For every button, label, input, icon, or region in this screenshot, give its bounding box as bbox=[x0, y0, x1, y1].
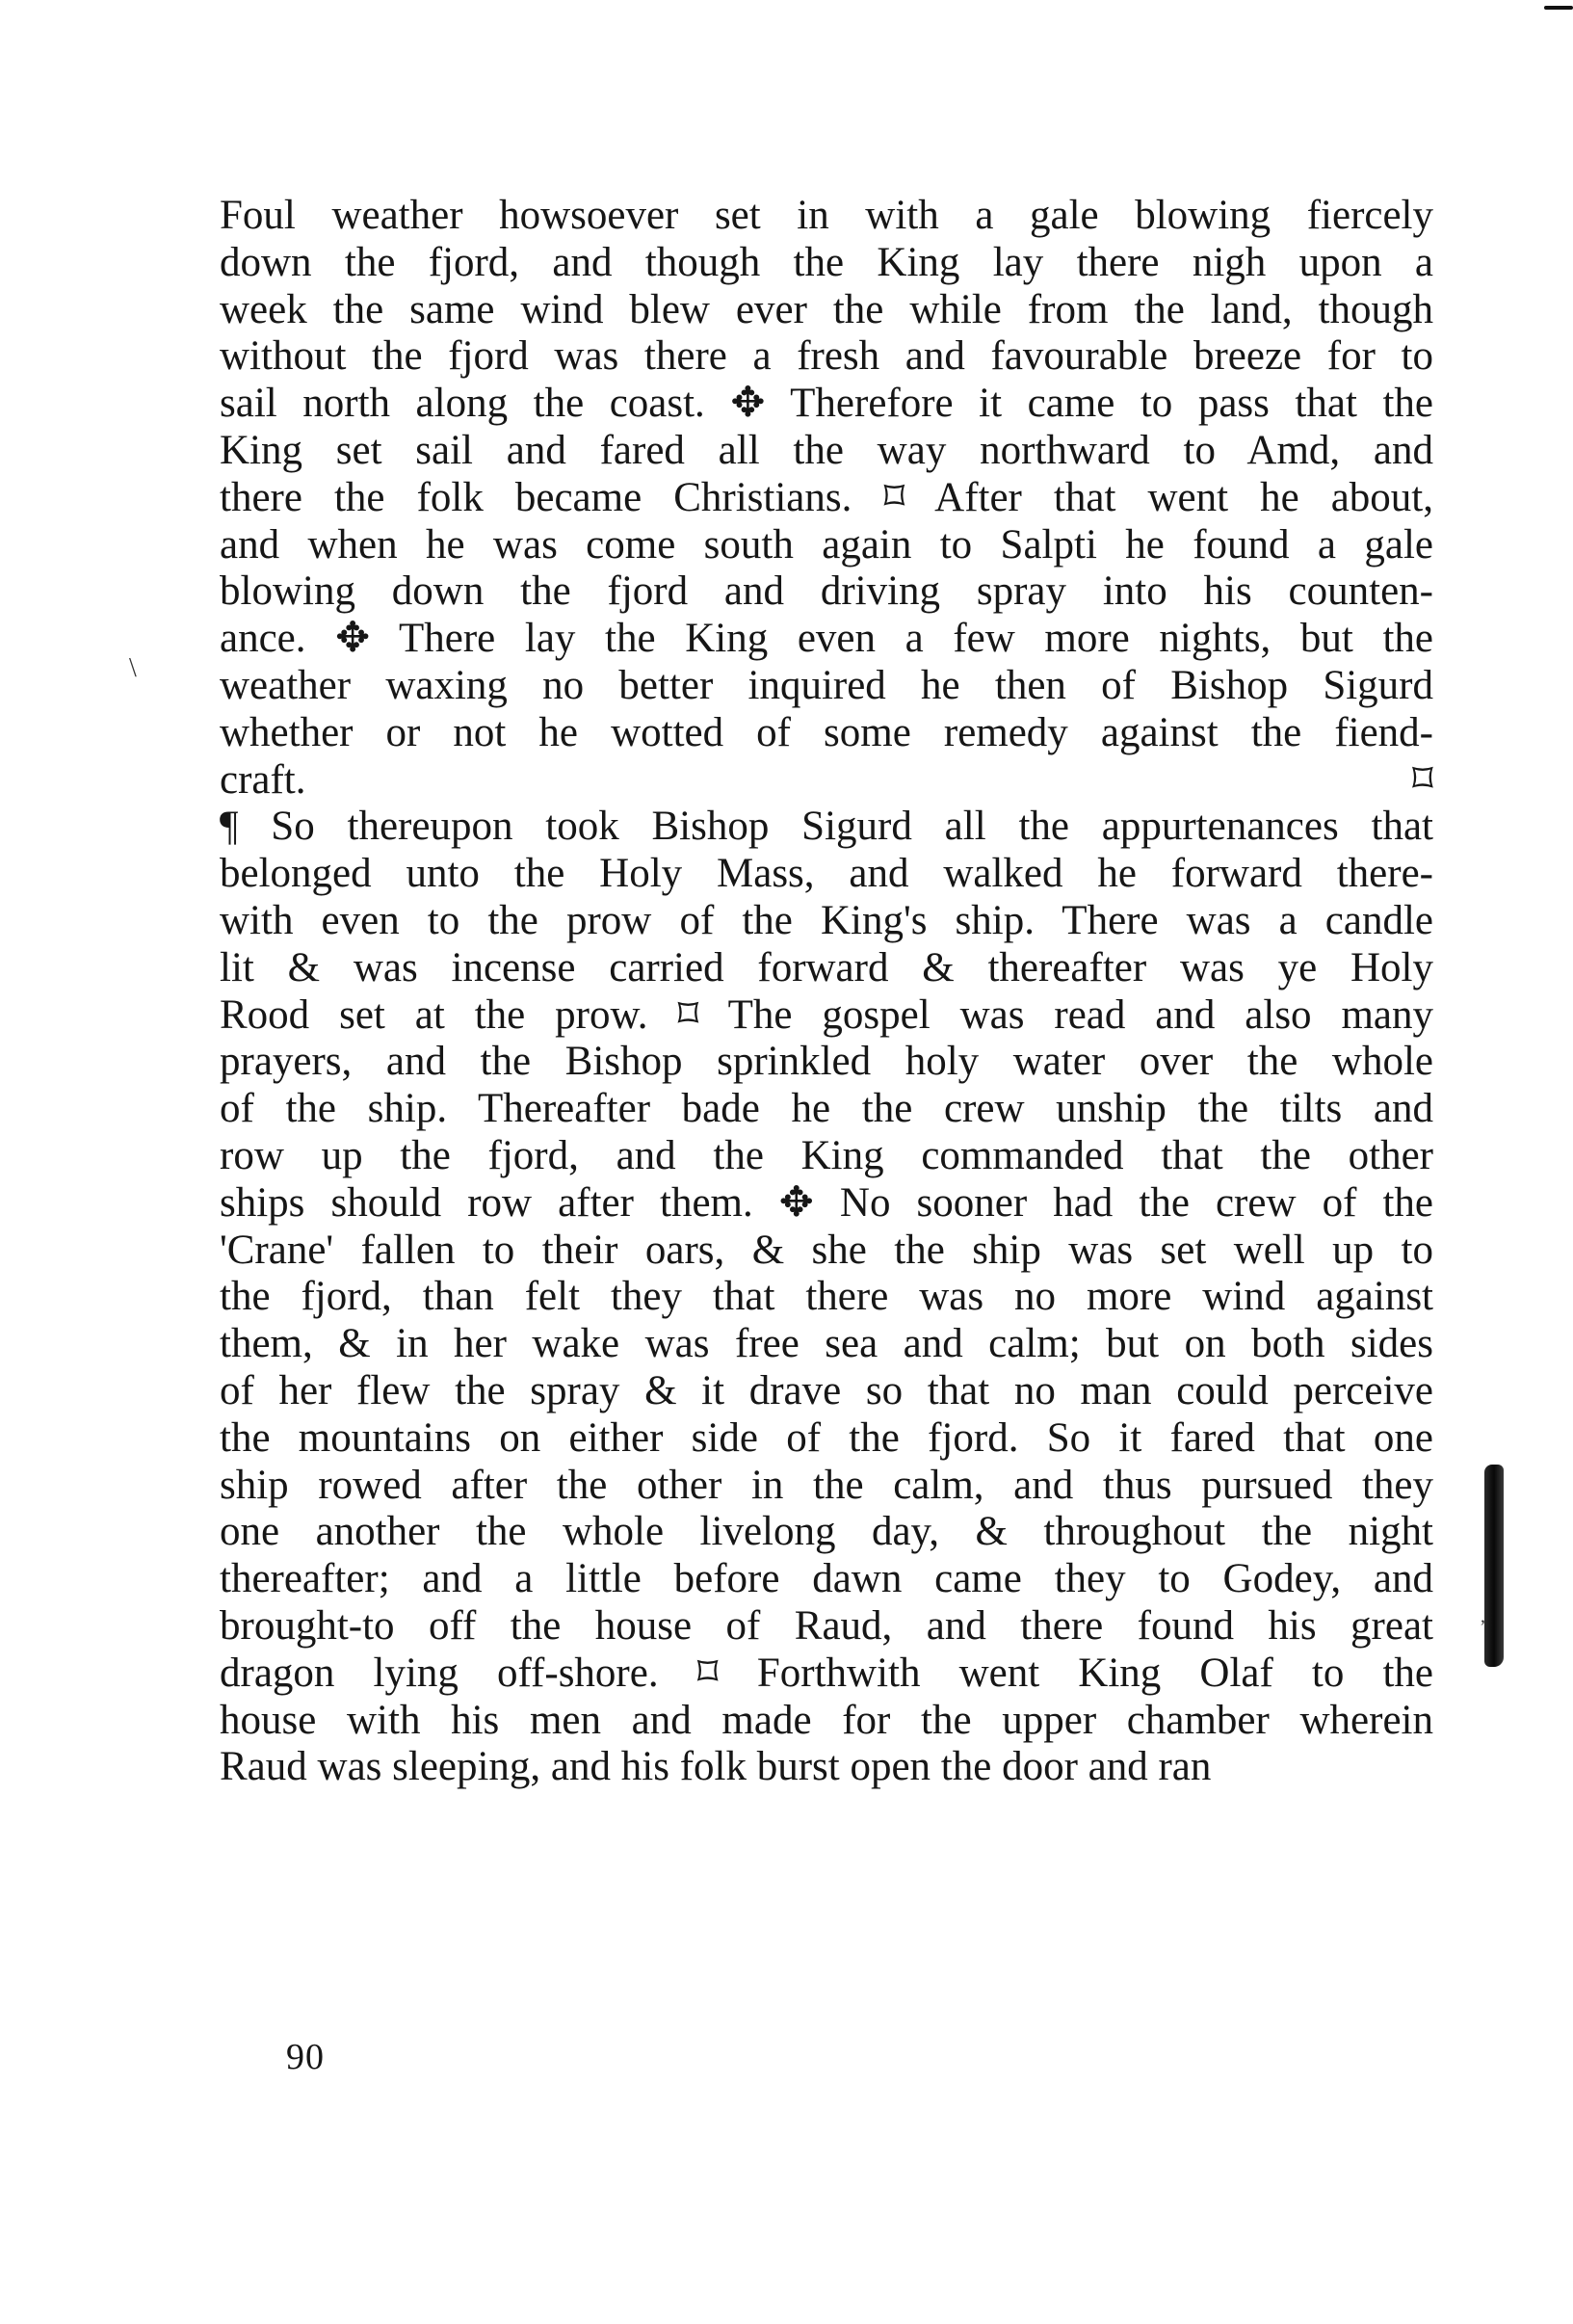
text-line: row up the fjord, and the King commanded that the other bbox=[220, 1132, 1433, 1178]
text-line: ance. ✥ There lay the King even a few more nights, but the bbox=[220, 616, 1433, 662]
text-line: Rood set at the prow. ⌑ The gospel was read and also many bbox=[220, 991, 1433, 1038]
text-line: week the same wind blew ever the while from the land, though bbox=[220, 286, 1433, 332]
stray-mark-left: \ bbox=[129, 653, 137, 683]
text-line: of the ship. Thereafter bade he the crew unship the tilts and bbox=[220, 1086, 1433, 1132]
text-line: ships should row after them. ✥ No sooner had the crew of the bbox=[220, 1179, 1433, 1226]
text-line: ship rowed after the other in the calm, and thus pursued they bbox=[220, 1462, 1433, 1508]
text-line: brought-to off the house of Raud, and there found his great bbox=[220, 1602, 1433, 1649]
text-line: 'Crane' fallen to their oars, & she the ship was set well up to bbox=[220, 1227, 1433, 1273]
text-line: one another the whole livelong day, & throughout the night bbox=[220, 1509, 1433, 1555]
text-line: there the folk became Christians. ⌑ After that went he about, bbox=[220, 474, 1433, 520]
text-line: of her flew the spray & it drave so that no man could perceive bbox=[220, 1367, 1433, 1413]
text-line: down the fjord, and though the King lay there nigh upon a bbox=[220, 239, 1433, 285]
text-line: thereafter; and a little before dawn came they to Godey, and bbox=[220, 1556, 1433, 1602]
text-line: lit & was incense carried forward & thereafter was ye Holy bbox=[220, 944, 1433, 990]
page-number: 90 bbox=[286, 2037, 325, 2077]
text-line: King set sail and fared all the way northward to Amd, and bbox=[220, 427, 1433, 473]
text-line: prayers, and the Bishop sprinkled holy water over the whole bbox=[220, 1039, 1433, 1085]
text-line: Foul weather howsoever set in with a gale blowing fiercely bbox=[220, 193, 1433, 238]
body-text bbox=[220, 193, 1433, 1791]
text-line: them, & in her wake was free sea and calm; but on both sides bbox=[220, 1321, 1433, 1367]
text-line: Raud was sleeping, and his folk burst open the door and ran bbox=[220, 1744, 1212, 1790]
scan-edge-mark bbox=[1544, 6, 1573, 10]
text-line: dragon lying off-shore. ⌑ Forthwith went King Olaf to the bbox=[220, 1650, 1433, 1696]
text-line: blowing down the fjord and driving spray into his counten- bbox=[220, 568, 1433, 615]
text-line: house with his men and made for the upper chamber wherein bbox=[220, 1697, 1433, 1743]
text-line: sail north along the coast. ✥ Therefore it came to pass that the bbox=[220, 381, 1433, 427]
text-line: the fjord, than felt they that there was no more wind against bbox=[220, 1274, 1433, 1320]
text-line: and when he was come south again to Salpti he found a gale bbox=[220, 521, 1433, 568]
text-line: whether or not he wotted of some remedy against the fiend- bbox=[220, 709, 1433, 755]
scan-ink-blot bbox=[1484, 1465, 1504, 1667]
text-line: without the fjord was there a fresh and favourable breeze for to bbox=[220, 333, 1433, 380]
text-line: with even to the prow of the King's ship. There was a candle bbox=[220, 897, 1433, 943]
text-line: the mountains on either side of the fjord. So it fared that one bbox=[220, 1414, 1433, 1461]
text-line: craft. ⌑ bbox=[220, 756, 1433, 803]
text-line: belonged unto the Holy Mass, and walked he forward there- bbox=[220, 851, 1433, 897]
text-line: weather waxing no better inquired he then of Bishop Sigurd bbox=[220, 662, 1433, 708]
stray-mark-right: ʼ bbox=[1480, 1617, 1486, 1638]
text-line: ¶ So thereupon took Bishop Sigurd all the appurtenances that bbox=[220, 804, 1433, 850]
